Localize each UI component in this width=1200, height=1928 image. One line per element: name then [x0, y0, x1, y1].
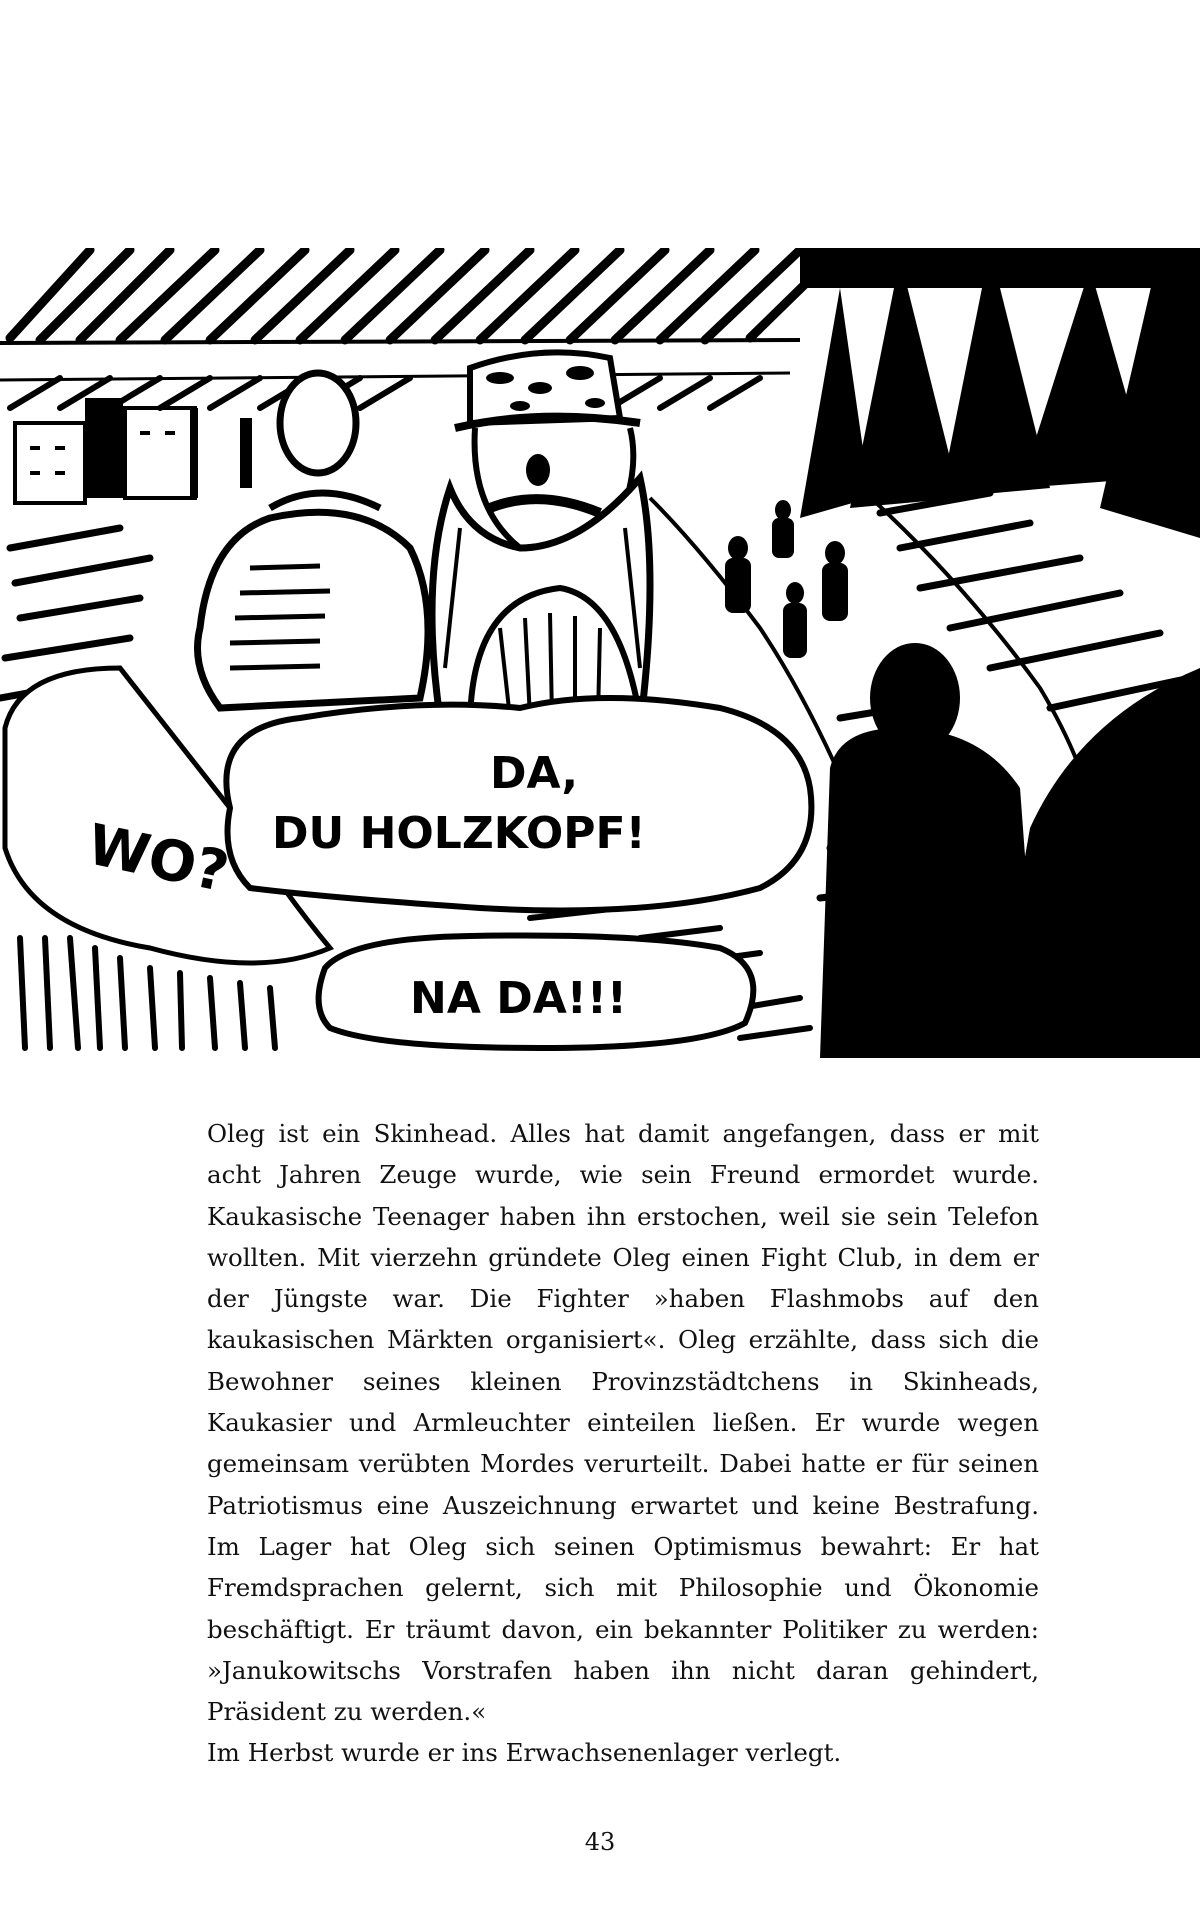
article-text — [207, 1113, 1039, 1774]
bubble-da — [226, 698, 811, 911]
bubble-wo-text: WO? — [81, 812, 235, 906]
page-number: 43 — [584, 1828, 616, 1856]
soldier-figure — [432, 352, 650, 728]
bubble-da-line2: DU HOLZKOPF! — [272, 808, 646, 859]
article-paragraph: Oleg ist ein Skinhead. Alles hat damit angefangen, dass er mit acht Jahren Zeuge wurde, wie sein Freund ermordet wurde. Kaukasische Teenager haben ihn erstochen, weil sie sein Telefon wollten. Mit vierzehn gründete Oleg einen Fight Club, in dem er der Jüngste war. Die Fighter »haben Flashmobs auf den kaukasischen Märkten organisiert«. Oleg erzählte, dass sich die Bewohner seines kleinen Provinzstädtchens in Skinheads, Kaukasier und Armleuchter einteilen ließen. Er wurde wegen gemeinsam verübten Mordes verurteilt. Dabei hatte er für seinen Patriotismus eine Auszeichnung erwartet und keine Bestrafung. Im Lager hat Oleg sich seinen Optimismus bewahrt: Er hat Fremdsprachen gelernt, sich mit Philosophie und Ökonomie beschäftigt. Er träumt davon, ein bekannter Politiker zu werden: »Janukowitschs Vorstrafen haben ihn nicht daran gehindert, Präsident zu werden.« — [207, 1119, 1039, 1727]
buildings — [85, 398, 252, 498]
forest — [800, 248, 1200, 538]
round-figure — [198, 373, 429, 708]
bubble-da-line1: DA, — [490, 748, 579, 799]
bubble-nada-text: NA DA!!! — [410, 973, 627, 1024]
sky-hatching — [10, 250, 840, 340]
walking-figures — [725, 500, 848, 658]
article-paragraph-last: Im Herbst wurde er ins Erwachsenenlager verlegt. — [207, 1738, 842, 1768]
comic-panel — [0, 248, 1200, 1058]
silhouettes — [820, 643, 1200, 1058]
comic-illustration — [0, 248, 1200, 1058]
